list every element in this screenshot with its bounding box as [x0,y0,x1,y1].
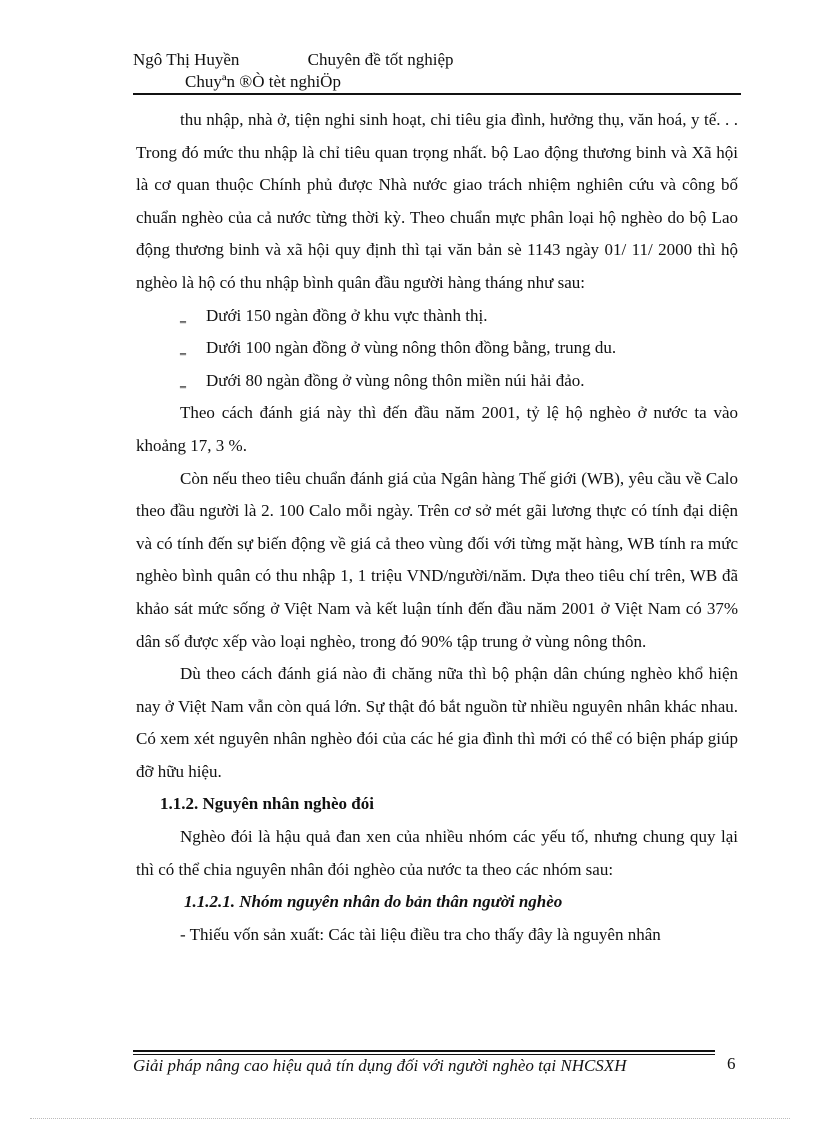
paragraph: Theo cách đánh giá này thì đến đầu năm 2001, tỷ lệ hộ nghèo ở nước ta vào khoảng 17, 3 %. [136,403,738,455]
paragraph: Còn nếu theo tiêu chuẩn đánh giá của Ngân hàng Thế giới (WB), yêu cầu về Calo theo đầu người là 2. 100 Calo mỗi ngày. Trên cơ sở mét gãi lương thực có tính đại diện và có tính đến sự biến động về giá cả theo vùng đối với từng mặt hàng, WB tính ra mức nghèo bình quân có thu nhập 1, 1 triệu VND/người/năm. Dựa theo tiêu chí trên, WB đã khảo sát mức sống ở Việt Nam và kết luận tính đến đầu năm 2001 ở Việt Nam có 37% dân số được xếp vào loại nghèo, trong đó 90% tập trung ở vùng nông thôn. [136,468,738,651]
footer-rule-thin [133,1054,715,1055]
footer-title: Giải pháp nâng cao hiệu quả tín dụng đối với người nghèo tại NHCSXH [133,1056,627,1075]
dash-bullet-icon: ‗ [180,341,186,356]
dash-bullet-icon: ‗ [180,308,186,323]
header-author: Ngô Thị Huyền [133,50,240,69]
list-item-text: Dưới 150 ngàn đồng ở khu vực thành thị. [206,305,488,325]
paragraph: thu nhập, nhà ở, tiện nghi sinh hoạt, chi tiêu gia đình, hưởng thụ, văn hoá, y tế. . . Trong đó mức thu nhập là chỉ tiêu quan trọng nhất. bộ Lao động thương binh và Xã hội là cơ quan thuộc Chính phủ được Nhà nước giao trách nhiệm nghiên cứu và công bố chuẩn nghèo của cả nước từng thời kỳ. Theo chuẩn mực phân loại hộ nghèo do bộ Lao động thương binh và xã hội quy định thì tại văn bản sè 1143 ngày 01/ 11/ 2000 thì hộ nghèo là hộ có thu nhập bình quân đầu người hàng tháng như sau: [136,110,738,292]
section-heading: 1.1.2. Nguyên nhân nghèo đói [160,794,374,814]
running-header [133,50,454,70]
header-title: Chuyên đề tốt nghiệp [307,50,454,69]
list-item [136,300,738,333]
dash-bullet-icon: ‗ [180,373,186,388]
header-title-garbled: Chuyªn ®Ò tèt nghiÖp [185,72,341,91]
list-item-text: Dưới 80 ngàn đồng ở vùng nông thôn miền núi hải đảo. [206,370,585,390]
footer-rule [133,1050,715,1052]
page-edge-divider [30,1118,790,1119]
subsection-heading: 1.1.2.1. Nhóm nguyên nhân do bản thân người nghèo [184,892,563,912]
list-item [136,332,738,365]
page-number: 6 [727,1054,736,1073]
page-body [136,104,738,951]
paragraph: - Thiếu vốn sản xuất: Các tài liệu điều tra cho thấy đây là nguyên nhân [180,924,661,944]
list-item-text: Dưới 100 ngàn đồng ở vùng nông thôn đồng bằng, trung du. [206,338,617,358]
paragraph: Dù theo cách đánh giá nào đi chăng nữa thì bộ phận dân chúng nghèo khổ hiện nay ở Việt Nam vẫn còn quá lớn. Sự thật đó bắt nguồn từ nhiều nguyên nhân khác nhau. Có xem xét nguyên nhân nghèo đói của các hé gia đình thì mới có thể có biện pháp giúp đỡ hữu hiệu. [136,664,738,781]
header-rule [133,93,741,95]
paragraph: Nghèo đói là hậu quả đan xen của nhiều nhóm các yếu tố, nhưng chung quy lại thì có thể chia nguyên nhân đói nghèo của nước ta theo các nhóm sau: [136,827,738,879]
list-item [136,365,738,398]
